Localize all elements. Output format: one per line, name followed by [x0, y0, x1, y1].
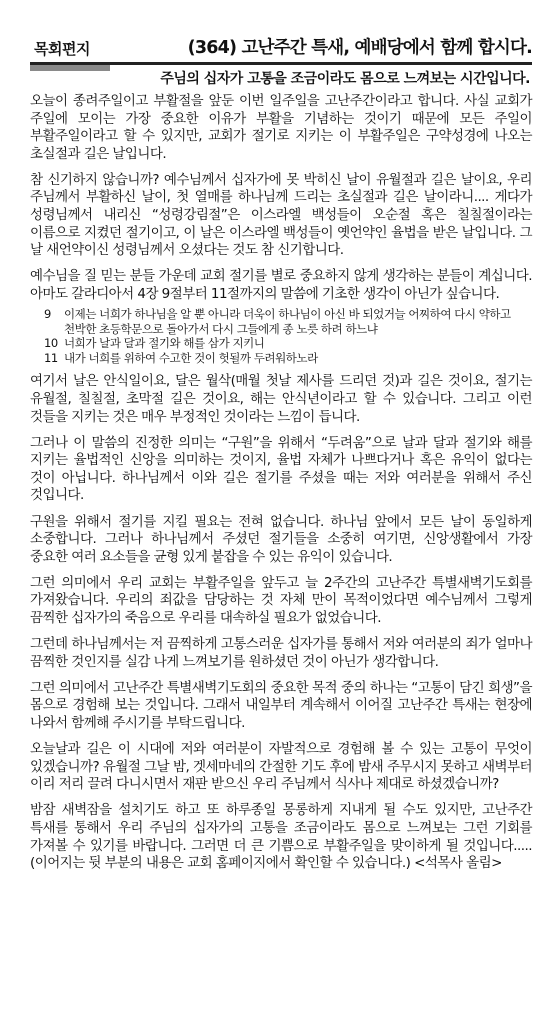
scripture-quote [44, 307, 532, 365]
verse-number: 9 [44, 307, 51, 322]
header-accent-bar [30, 65, 110, 71]
header [30, 32, 532, 62]
verse-text: 너희가 날과 달과 절기와 해를 삼가 지키니 [64, 336, 265, 351]
paragraph: 예수님을 질 믿는 분들 가운데 교회 절기를 별로 중요하지 않게 생각하는 분들이 계십니다. 아마도 갈라디아서 4장 9절부터 11절까지의 말씀에 기초한 생각이 아닌가 싶습니다. [30, 268, 532, 302]
paragraph: 여기서 날은 안식일이요, 달은 월삭(매월 첫날 제사를 드리던 것)과 길은 것이요, 절기는 유월절, 칠칠절, 초막절 길은 것이요, 해는 안식년이라고 할 수 있습니다. 그리고 이런 것들을 지키는 것은 매우 부정적인 것이라는 느낌이 듭니다. [30, 373, 532, 425]
paragraph: 오늘날과 길은 이 시대에 저와 여러분이 자발적으로 경험해 볼 수 있는 고통이 무엇이 있겠습니까? 유월절 그날 밤, 겟세마네의 간절한 기도 후에 밤새 주무시지 못하고 새벽부터 이리 저리 끌려 다니시면서 재판 받으신 우리 주님께서 식사나 제대로 하셨겠습니까? [30, 741, 532, 793]
paragraph: 그런 의미에서 고난주간 특별새벽기도회의 중요한 목적 중의 하나는 “고통이 담긴 희생”을 몸으로 경험해 보는 것입니다. 그래서 내일부터 계속해서 이어질 고난주간 특새는 현장에 나와서 함께해 주시기를 부탁드립니다. [30, 679, 532, 731]
verse-number: 10 [44, 336, 58, 351]
verse [44, 336, 532, 351]
paragraph-text: 밤잠 새벽잠을 설치기도 하고 또 하루종일 몽롱하게 지내게 될 수도 있지만, 고난주간 특새를 통해서 우리 주님의 십자가의 고통을 조금이라도 몸으로 느껴보는 그런 기회를 가져볼 수 있기를 바랍니다. 그러면 더 큰 기쁨으로 부활주일을 맞이하게 될 것입니다..... (이어지는 뒷 부분의 내용은 교회 홈페이지에서 확인할 수 있습니다.) [30, 802, 532, 872]
verse [44, 351, 532, 366]
paragraph: 참 신기하지 않습니까? 예수님께서 십자가에 못 박히신 날이 유월절과 길은 날이요, 우리 주님께서 부활하신 날이, 첫 열매를 하나님께 드리는 초실절과 길은 날이라니.... 게다가 성령님께서 내리신 “성령강림절”은 이스라엘 백성들이 오순절 혹은 칠칠절이라는 이름으로 지켰던 절기이고, 이 날은 이스라엘 백성들이 옛언약인 율법을 받은 날입니다. 그 날 새언약이신 성령님께서 오셨다는 것도 참 신기합니다. [30, 171, 532, 259]
paragraph: 구원을 위해서 절기를 지킬 필요는 전혀 없습니다. 하나님 앞에서 모든 날이 동일하게 소중합니다. 그러나 하나님께서 주셨던 절기들을 소중히 여기면, 신앙생활에서 가장 중요한 여러 요소들을 균형 있게 붙잡을 수 있는 유익이 있습니다. [30, 513, 532, 565]
paragraph: 그런 의미에서 우리 교회는 부활주일을 앞두고 늘 2주간의 고난주간 특별새벽기도회를 가져왔습니다. 우리의 죄값을 담당하는 것 자체 만이 목적이었다면 예수님께서 그렇게 끔찍한 십자가의 죽음으로 우리를 대속하실 필요가 없었습니다. [30, 574, 532, 627]
verse [44, 307, 532, 336]
paragraph: 오늘이 종려주일이고 부활절을 앞둔 이번 일주일을 고난주간이라고 합니다. 사실 교회가 주일에 모이는 가장 중요한 이유가 부활을 기념하는 것이기 때문에 모든 주일이 부활주일이라고 할 수 있지만, 교회가 절기로 지키는 이 부활주일은 구약성경에 나오는 초실절과 길은 날입니다. [30, 93, 532, 162]
letter-body [30, 93, 532, 881]
paragraph: 그러나 이 말씀의 진정한 의미는 “구원”을 위해서 “두려움”으로 날과 달과 절기와 해를 지키는 율법적인 신앙을 의미하는 것이지, 율법 자체가 나쁘다거나 혹은 유익이 없다는 것이 아닙니다. 하나님께서 이와 길은 절기를 주셨을 때는 저와 여러분을 위해서 주신 것입니다. [30, 434, 532, 504]
verse-text: 이제는 너희가 하나님을 알 뿐 아니라 더욱이 하나님이 아신 바 되었거늘 어찌하여 다시 약하고 천박한 초등학문으로 돌아가서 다시 그들에게 종 노릇 하려 하느냐 [64, 307, 511, 336]
headline: (364) 고난주간 특새, 예배당에서 함께 합시다. [187, 38, 532, 58]
signature: <석목사 올림> [414, 855, 502, 872]
subheadline: 주님의 십자가 고통을 조금이라도 몸으로 느껴보는 시간입니다. [160, 71, 530, 87]
paragraph [30, 802, 532, 872]
paragraph: 그런데 하나님께서는 저 끔찍하게 고통스러운 십자가를 통해서 저와 여러분의 죄가 얼마나 끔찍한 것인지를 실감 나게 느껴보기를 원하셨던 것이 아닌가 생각합니다. [30, 636, 532, 670]
column-label: 목회편지 [34, 40, 90, 58]
verse-number: 11 [44, 350, 58, 365]
verse-text: 내가 너희를 위하여 수고한 것이 헛될까 두려워하노라 [64, 350, 318, 365]
